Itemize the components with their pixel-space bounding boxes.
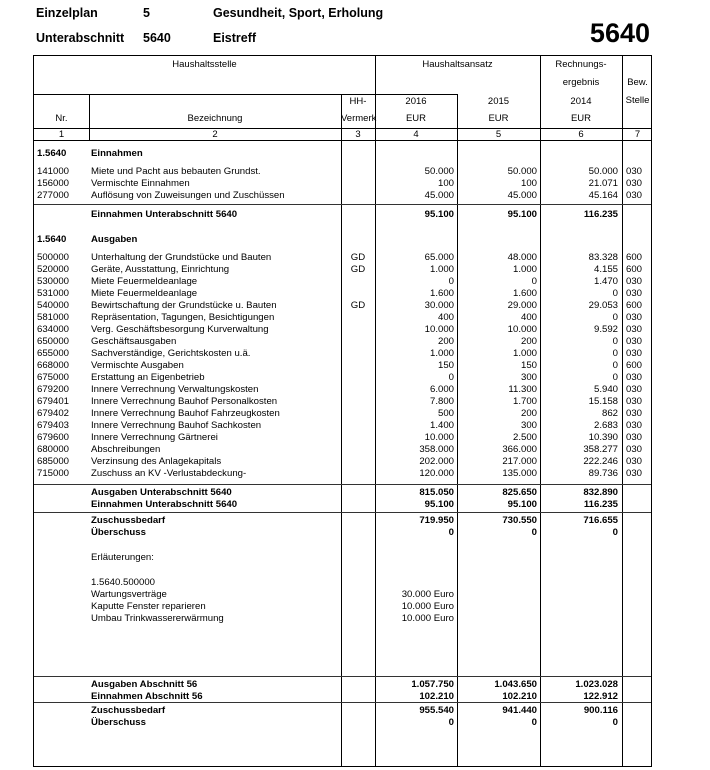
row-bezeichnung: Innere Verrechnung Verwaltungskosten [91, 384, 259, 395]
row-bezeichnung: Repräsentation, Tagungen, Besichtigungen [91, 312, 275, 323]
row-bezeichnung: Miete Feuermeldeanlage [91, 288, 198, 299]
row-value-2016: 30.000 [424, 300, 454, 311]
row-nr: 634000 [37, 324, 70, 335]
row-bezeichnung: Innere Verrechnung Gärtnerei [91, 432, 218, 443]
row-value-2015: 95.100 [507, 209, 537, 220]
row-value-2014: 83.328 [588, 252, 618, 263]
row-value-2014: 4.155 [593, 264, 618, 275]
row-value-2014: 900.116 [583, 705, 618, 716]
row-bew-stelle: 030 [626, 384, 643, 395]
eur-header: EUR [488, 113, 509, 124]
row-value-2015: 1.000 [512, 264, 537, 275]
table-row [34, 178, 651, 189]
row-bezeichnung: Überschuss [91, 527, 146, 538]
row-value-2015: 300 [520, 372, 537, 383]
column-number: 3 [355, 129, 361, 140]
row-bezeichnung: Umbau Trinkwassererwärmung [91, 613, 224, 624]
table-row [34, 166, 651, 177]
stelle-header: Stelle [625, 95, 650, 106]
table-row [34, 432, 651, 443]
row-nr: 1.5640 [37, 234, 67, 245]
row-bew-stelle: 030 [626, 456, 643, 467]
row-value-2016: 150 [437, 360, 454, 371]
row-value-2015: 2.500 [512, 432, 537, 443]
row-value-2015: 300 [520, 420, 537, 431]
year-2014-header: 2014 [570, 96, 592, 107]
row-bew-stelle: 030 [626, 276, 643, 287]
divider [34, 676, 651, 677]
row-bew-stelle: 030 [626, 348, 643, 359]
row-value-2014: 122.912 [583, 691, 618, 702]
table-row [34, 456, 651, 467]
row-bezeichnung: Zuschussbedarf [91, 515, 166, 526]
row-value-2015: 1.043.650 [494, 679, 537, 690]
row-bezeichnung: Sachverständige, Gerichtskosten u.ä. [91, 348, 251, 359]
row-value-2016: 1.400 [429, 420, 454, 431]
rechnungs-header: Rechnungs- [555, 59, 607, 70]
row-value-2016: 7.800 [429, 396, 454, 407]
einzelplan-number: 5 [143, 6, 150, 20]
row-bezeichnung: Verzinsung des Anlagekapitals [91, 456, 222, 467]
row-bezeichnung: Innere Verrechnung Bauhof Personalkosten [91, 396, 278, 407]
table-row [34, 420, 651, 431]
row-bezeichnung: Erstattung an Eigenbetrieb [91, 372, 205, 383]
table-row [34, 264, 651, 275]
row-value-2015: 941.440 [502, 705, 537, 716]
table-row [34, 288, 651, 299]
row-bezeichnung: Unterhaltung der Grundstücke und Bauten [91, 252, 272, 263]
table-row [34, 348, 651, 359]
table-row [34, 527, 651, 538]
row-value-2016: 200 [437, 336, 454, 347]
row-nr: 581000 [37, 312, 70, 323]
column-number: 7 [634, 129, 641, 140]
row-bezeichnung: Wartungsverträge [91, 589, 167, 600]
row-hh-vermerk: GD [350, 252, 366, 263]
row-value-2016: 400 [437, 312, 454, 323]
row-value-2016: 95.100 [424, 209, 454, 220]
table-row [34, 444, 651, 455]
row-bezeichnung: 1.5640.500000 [91, 577, 156, 588]
row-bezeichnung: Überschuss [91, 717, 146, 728]
row-bezeichnung: Ausgaben [91, 234, 138, 245]
row-value-2016: 0 [448, 276, 454, 287]
row-value-2016: 1.057.750 [411, 679, 454, 690]
row-value-2016: 30.000 Euro [401, 589, 454, 600]
unterabschnitt-label: Unterabschnitt [36, 31, 125, 45]
row-value-2015: 217.000 [502, 456, 537, 467]
table-row [34, 499, 651, 510]
row-value-2016: 95.100 [424, 499, 454, 510]
haushaltsansatz-header: Haushaltsansatz [422, 59, 493, 70]
row-bew-stelle: 030 [626, 396, 643, 407]
row-value-2014: 10.390 [588, 432, 618, 443]
row-value-2014: 1.023.028 [575, 679, 618, 690]
haushaltsstelle-header: Haushaltsstelle [172, 59, 237, 70]
row-value-2014: 0 [612, 372, 618, 383]
table-row [34, 717, 651, 728]
row-hh-vermerk: GD [350, 300, 366, 311]
row-value-2016: 719.950 [419, 515, 454, 526]
row-value-2014: 21.071 [588, 178, 618, 189]
eur-header: EUR [570, 113, 592, 124]
row-value-2014: 862 [601, 408, 618, 419]
row-value-2015: 100 [520, 178, 537, 189]
column-number: 5 [495, 129, 502, 140]
row-nr: 675000 [37, 372, 70, 383]
vermerk-header: Vermerk [341, 113, 377, 124]
row-bew-stelle: 030 [626, 166, 643, 177]
row-nr: 679200 [37, 384, 70, 395]
row-value-2015: 825.650 [502, 487, 537, 498]
table-row [34, 190, 651, 201]
row-nr: 650000 [37, 336, 70, 347]
row-bezeichnung: Einnahmen [91, 148, 143, 159]
row-bezeichnung: Kaputte Fenster reparieren [91, 601, 206, 612]
table-row [34, 148, 651, 159]
row-bezeichnung: Geräte, Ausstattung, Einrichtung [91, 264, 230, 275]
table-row [34, 601, 651, 612]
row-bezeichnung: Verg. Geschäftsbesorgung Kurverwaltung [91, 324, 269, 335]
row-bew-stelle: 030 [626, 420, 643, 431]
row-value-2014: 358.277 [583, 444, 618, 455]
row-bew-stelle: 030 [626, 324, 643, 335]
column-number: 2 [212, 129, 218, 140]
row-value-2015: 95.100 [507, 499, 537, 510]
row-value-2014: 116.235 [583, 209, 618, 220]
row-value-2014: 116.235 [583, 499, 618, 510]
row-value-2014: 15.158 [588, 396, 618, 407]
row-value-2015: 135.000 [502, 468, 537, 479]
row-bew-stelle: 030 [626, 444, 643, 455]
row-hh-vermerk: GD [350, 264, 366, 275]
row-value-2016: 50.000 [424, 166, 454, 177]
row-bezeichnung: Einnahmen Unterabschnitt 5640 [91, 209, 238, 220]
divider [375, 94, 458, 95]
row-value-2014: 50.000 [588, 166, 618, 177]
row-value-2015: 730.550 [502, 515, 537, 526]
row-value-2016: 500 [437, 408, 454, 419]
row-value-2015: 0 [531, 276, 537, 287]
row-value-2016: 65.000 [424, 252, 454, 263]
table-row [34, 705, 651, 716]
row-value-2016: 6.000 [429, 384, 454, 395]
row-value-2014: 2.683 [593, 420, 618, 431]
row-value-2016: 1.000 [429, 264, 454, 275]
row-nr: 679402 [37, 408, 70, 419]
table-row [34, 300, 651, 311]
column-number: 1 [58, 129, 65, 140]
row-bezeichnung: Zuschussbedarf [91, 705, 166, 716]
row-value-2014: 0 [612, 336, 618, 347]
table-row [34, 589, 651, 600]
row-value-2015: 10.000 [507, 324, 537, 335]
table-row [34, 252, 651, 263]
row-value-2014: 0 [612, 312, 618, 323]
row-value-2016: 10.000 Euro [401, 601, 454, 612]
table-row [34, 691, 651, 702]
row-value-2016: 815.050 [419, 487, 454, 498]
row-bezeichnung: Auflösung von Zuweisungen und Zuschüssen [91, 190, 285, 201]
row-bew-stelle: 030 [626, 372, 643, 383]
column-number: 4 [413, 129, 419, 140]
row-bezeichnung: Vermischte Ausgaben [91, 360, 184, 371]
row-value-2015: 200 [520, 408, 537, 419]
row-value-2015: 102.210 [502, 691, 537, 702]
table-row [34, 468, 651, 479]
row-bew-stelle: 030 [626, 288, 643, 299]
row-bezeichnung: Ausgaben Abschnitt 56 [91, 679, 198, 690]
row-value-2014: 0 [612, 717, 618, 728]
row-value-2015: 1.700 [512, 396, 537, 407]
row-value-2015: 45.000 [507, 190, 537, 201]
row-value-2014: 5.940 [593, 384, 618, 395]
row-value-2014: 0 [612, 527, 618, 538]
row-bezeichnung: Geschäftsausgaben [91, 336, 177, 347]
row-nr: 655000 [37, 348, 70, 359]
page-number: 5640 [589, 18, 650, 48]
column-number: 6 [578, 129, 584, 140]
row-value-2015: 0 [531, 527, 537, 538]
eur-header: EUR [405, 113, 427, 124]
row-nr: 679401 [37, 396, 70, 407]
divider [34, 204, 651, 205]
table-row [34, 372, 651, 383]
row-bezeichnung: Innere Verrechnung Bauhof Fahrzeugkosten [91, 408, 280, 419]
budget-table [33, 55, 652, 767]
row-nr: 715000 [37, 468, 70, 479]
row-bezeichnung: Miete und Pacht aus bebauten Grundst. [91, 166, 261, 177]
row-value-2016: 1.600 [429, 288, 454, 299]
row-value-2015: 366.000 [502, 444, 537, 455]
table-row [34, 234, 651, 245]
divider [34, 702, 651, 703]
row-value-2016: 102.210 [419, 691, 454, 702]
row-value-2014: 0 [612, 360, 618, 371]
row-nr: 668000 [37, 360, 70, 371]
table-row [34, 312, 651, 323]
row-value-2015: 1.600 [512, 288, 537, 299]
row-value-2014: 89.736 [588, 468, 618, 479]
row-value-2015: 1.000 [512, 348, 537, 359]
row-value-2016: 120.000 [419, 468, 454, 479]
row-bew-stelle: 600 [626, 252, 643, 263]
row-value-2014: 0 [612, 288, 618, 299]
row-value-2016: 955.540 [419, 705, 454, 716]
row-bezeichnung: Erläuterungen: [91, 552, 154, 563]
row-value-2015: 29.000 [507, 300, 537, 311]
table-row [34, 487, 651, 498]
divider [34, 140, 651, 141]
table-row [34, 408, 651, 419]
row-value-2014: 832.890 [583, 487, 618, 498]
bezeichnung-header: Bezeichnung [187, 113, 243, 124]
row-value-2014: 222.246 [583, 456, 618, 467]
row-value-2016: 45.000 [424, 190, 454, 201]
row-bew-stelle: 600 [626, 264, 643, 275]
row-value-2014: 1.470 [593, 276, 618, 287]
row-bew-stelle: 030 [626, 312, 643, 323]
row-bew-stelle: 030 [626, 190, 643, 201]
row-nr: 500000 [37, 252, 70, 263]
row-value-2015: 400 [520, 312, 537, 323]
table-row [34, 384, 651, 395]
year-2016-header: 2016 [405, 96, 427, 107]
row-value-2015: 50.000 [507, 166, 537, 177]
row-value-2016: 0 [448, 372, 454, 383]
einzelplan-title: Gesundheit, Sport, Erholung [213, 6, 384, 20]
row-value-2015: 11.300 [508, 384, 537, 395]
unterabschnitt-title: Eistreff [213, 31, 257, 45]
row-nr: 1.5640 [37, 148, 67, 159]
row-value-2015: 150 [520, 360, 537, 371]
row-value-2016: 1.000 [429, 348, 454, 359]
nr-header: Nr. [55, 113, 68, 124]
row-value-2015: 200 [520, 336, 537, 347]
row-value-2016: 10.000 [424, 324, 454, 335]
row-bew-stelle: 030 [626, 178, 643, 189]
divider [34, 94, 375, 95]
row-nr: 520000 [37, 264, 70, 275]
row-bew-stelle: 030 [626, 408, 643, 419]
row-value-2015: 48.000 [507, 252, 537, 263]
divider [34, 512, 651, 513]
row-bew-stelle: 030 [626, 432, 643, 443]
row-bew-stelle: 600 [626, 360, 643, 371]
row-nr: 156000 [37, 178, 70, 189]
row-nr: 685000 [37, 456, 70, 467]
row-bezeichnung: Bewirtschaftung der Grundstücke u. Bauten [91, 300, 277, 311]
table-row [34, 552, 651, 563]
row-bezeichnung: Einnahmen Unterabschnitt 5640 [91, 499, 238, 510]
table-row [34, 515, 651, 526]
table-row [34, 613, 651, 624]
row-bezeichnung: Abschreibungen [91, 444, 161, 455]
row-value-2016: 10.000 [424, 432, 454, 443]
divider [34, 484, 651, 485]
row-value-2014: 0 [612, 348, 618, 359]
table-row [34, 396, 651, 407]
row-value-2016: 100 [437, 178, 454, 189]
row-bew-stelle: 030 [626, 336, 643, 347]
row-value-2016: 10.000 Euro [401, 613, 454, 624]
table-row [34, 336, 651, 347]
row-nr: 679403 [37, 420, 70, 431]
row-bew-stelle: 600 [626, 300, 643, 311]
table-row [34, 276, 651, 287]
row-value-2014: 716.655 [583, 515, 618, 526]
row-value-2014: 9.592 [593, 324, 618, 335]
row-bew-stelle: 030 [626, 468, 643, 479]
bew-header: Bew. [627, 77, 648, 88]
row-value-2016: 358.000 [419, 444, 454, 455]
table-row [34, 679, 651, 690]
row-value-2016: 0 [448, 527, 454, 538]
row-value-2016: 0 [448, 717, 454, 728]
table-row [34, 324, 651, 335]
table-row [34, 360, 651, 371]
row-nr: 141000 [37, 166, 70, 177]
row-nr: 277000 [37, 190, 70, 201]
row-nr: 679600 [37, 432, 70, 443]
row-bezeichnung: Einnahmen Abschnitt 56 [91, 691, 203, 702]
row-bezeichnung: Ausgaben Unterabschnitt 5640 [91, 487, 232, 498]
row-value-2014: 45.164 [588, 190, 618, 201]
row-nr: 531000 [37, 288, 70, 299]
unterabschnitt-number: 5640 [143, 31, 171, 45]
row-nr: 680000 [37, 444, 70, 455]
row-bezeichnung: Miete Feuermeldeanlage [91, 276, 198, 287]
table-row [34, 577, 651, 588]
row-bezeichnung: Zuschuss an KV -Verlustabdeckung- [91, 468, 247, 479]
hh-header: HH- [349, 96, 367, 107]
row-value-2016: 202.000 [419, 456, 454, 467]
row-value-2014: 29.053 [588, 300, 618, 311]
einzelplan-label: Einzelplan [36, 6, 98, 20]
year-2015-header: 2015 [487, 96, 510, 107]
row-bezeichnung: Vermischte Einnahmen [91, 178, 190, 189]
row-bezeichnung: Innere Verrechnung Bauhof Sachkosten [91, 420, 262, 431]
row-nr: 530000 [37, 276, 70, 287]
table-row [34, 209, 651, 220]
ergebnis-header: ergebnis [562, 77, 600, 88]
row-nr: 540000 [37, 300, 70, 311]
row-value-2015: 0 [531, 717, 537, 728]
